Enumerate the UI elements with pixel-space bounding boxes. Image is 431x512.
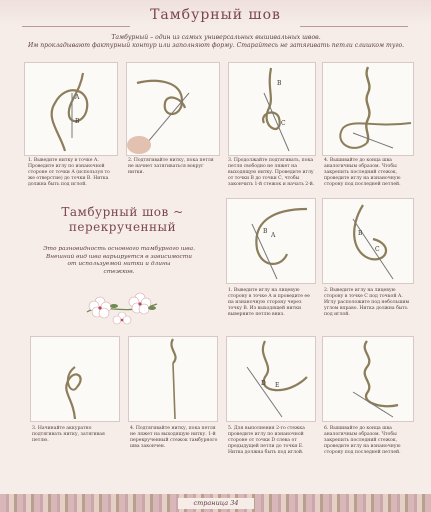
twisted-start-illustration xyxy=(227,199,315,283)
step-1-caption: 1. Выведите нитку в точке А. Проведите иглу по изнаночной стороне от точки А (используя то же отверстие) до точки В. Нитка должна быть под иглой. xyxy=(28,158,110,187)
label-b4: B xyxy=(263,228,268,235)
twisted-step-6-caption: 6. Вышивайте до конца шва аналогичным образом. Чтобы закрепить последний стежок, проведите иглу на изнаночную сторону под последней петлей. xyxy=(324,426,401,455)
step-2-photo xyxy=(126,62,220,156)
step-4-photo xyxy=(322,62,414,156)
first-loop-illustration xyxy=(31,337,119,421)
section-2-title-line-2: перекрученный xyxy=(68,220,177,234)
first-stitch-illustration xyxy=(129,337,217,421)
step-3-photo xyxy=(228,62,316,156)
twisted-step-5-caption: 5. Для выполнения 2-го стежка проведите иглу по изнаночной стороне от точки D слева от предыдущей петли до точки Е. Нитка должна быть под иглой. xyxy=(228,426,305,455)
twisted-step-3-caption: 3. Начинайте аккуратно подтягивать нитку, затягивая петлю. xyxy=(32,426,105,443)
step-1-photo xyxy=(24,62,118,156)
label-b3: B xyxy=(277,80,282,87)
chain-stitch-row-illustration xyxy=(323,63,413,155)
step-2-caption: 2. Подтягивайте нитку, пока петля не начнет затягиваться вокруг нитки. xyxy=(128,158,214,175)
section-2-note-line-2: Внешний вид шва варьируется в зависимости xyxy=(46,253,192,260)
label-d: D xyxy=(261,380,266,387)
twisted-step-4-caption: 4. Подтягивайте нитку, пока петля не ляжет на выходящую нитку. 1-й перекрученный стежок тамбурного шва закончен. xyxy=(130,426,218,449)
flower-decoration xyxy=(82,282,162,328)
label-b5: B xyxy=(358,230,363,237)
twisted-step-1-photo xyxy=(226,198,316,284)
thread-loop-illustration xyxy=(25,63,117,155)
label-a: A xyxy=(75,94,80,101)
section-2-title xyxy=(40,205,205,235)
label-b: B xyxy=(75,118,80,125)
twisted-row-illustration xyxy=(323,337,413,421)
twisted-step-6-photo xyxy=(322,336,414,422)
needle-loop-illustration xyxy=(127,63,219,155)
section-2-note xyxy=(24,246,214,276)
page-number: страница 34 xyxy=(178,498,254,509)
section-2-note-line-4: стежков. xyxy=(103,268,135,275)
label-c5: C xyxy=(375,246,380,253)
intro-line-1: Тамбурный – один из самых универсальных вышивальных швов. xyxy=(111,34,321,41)
second-stitch-illustration xyxy=(227,337,315,421)
twisted-step-4-photo xyxy=(128,336,218,422)
step-4-caption: 4. Вышивайте до конца шва аналогичным образом. Чтобы закрепить последний стежок, проведите иглу на изнаночную сторону под последней петлей. xyxy=(324,158,401,187)
section-2-title-line-1: Тамбурный шов ~ xyxy=(61,205,184,219)
title-rule-left xyxy=(22,26,130,27)
step-3-caption: 3. Продолжайте подтягивать, пока петля свободно не ляжет на выходящую нитку. Проведите иглу от точки В до точки С, чтобы закончить 1-й стежок и начать 2-й. xyxy=(228,158,315,187)
label-e: E xyxy=(275,382,280,389)
twisted-step-1-caption: 1. Выведите иглу на лицевую сторону в точке А и проведите ее на изнаночную сторону через точку В. Из выходящей нитки выверните петлю вниз. xyxy=(228,288,310,317)
title-rule-right xyxy=(300,26,408,27)
twisted-step-5-photo xyxy=(226,336,316,422)
intro-line-2: Им прокладывают фактурный контур или заполняют форму. Старайтесь не затягивать петли слишком туго. xyxy=(27,42,405,49)
label-a4: A xyxy=(271,232,276,239)
label-c3: C xyxy=(281,120,286,127)
twisted-step-2-photo xyxy=(322,198,414,284)
twisted-loop-illustration xyxy=(323,199,413,283)
twisted-step-3-photo xyxy=(30,336,120,422)
section-2-note-line-1: Это разновидность основного тамбурного шва. xyxy=(43,246,195,252)
intro-text xyxy=(22,34,410,50)
twisted-step-2-caption: 2. Выведите иглу на лицевую сторону в точке С под точкой А. Иглу расположите под небольшим углом вправо. Нитка должна быть под иглой. xyxy=(324,288,410,317)
chain-start-illustration xyxy=(229,63,315,155)
section-2-note-line-3: от используемой нитки и длины xyxy=(67,261,171,267)
page-title: Тамбурный шов xyxy=(150,7,281,23)
